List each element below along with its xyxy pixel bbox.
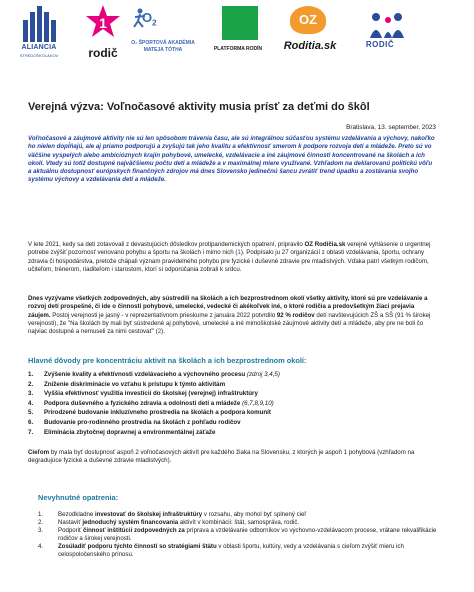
item-text: príprava a vzdelávanie odborníkov vo výchovno-vzdelávacom procese, vrátane rekvalifikácie rodičov a širokej verejnosti.: [58, 527, 437, 543]
document-title: Verejná výzva: Voľnočasové aktivity musia prísť za deťmi do škôl: [28, 101, 370, 113]
list-item: [28, 370, 448, 380]
item-number: 2.: [28, 380, 34, 388]
item-text: Prirodzené budovanie inkluzívneho prostredia na školách a podpora komunít: [44, 409, 271, 417]
platforma-square-icon: [222, 6, 258, 40]
measures-heading: Nevyhnutné opatrenia:: [38, 493, 119, 502]
item-number: 2.: [38, 519, 44, 527]
o2-line1: O₂ ŠPORTOVÁ AKADÉMIA: [131, 40, 195, 46]
family-icon: [366, 12, 406, 38]
item-number: 3.: [38, 527, 44, 535]
measures-list: [38, 511, 438, 560]
aliancia-bars-icon: [22, 6, 56, 42]
item-text: Bezodkladne: [58, 511, 95, 518]
item-text: Zníženie diskriminácie vo vzťahu k prístupu k týmto aktivitám: [44, 380, 226, 388]
item-emphasis: jednoduchý systém financovania: [82, 519, 179, 527]
item-text: Vyššia efektívnosť využitia investícií do školskej (verejnej) infraštruktúry: [44, 390, 258, 398]
item-text: Podpora duševného a fyzického zdravia a odolnosti detí a mládeže: [44, 399, 241, 407]
item-text: Eliminácia zbytočnej dopravnej a environmentálnej záťaže: [44, 428, 216, 436]
dateline: Bratislava, 13. september, 2023: [346, 124, 436, 131]
paragraph-goal: Cieľom by mala byť dostupnosť aspoň 2 voľnočasových aktivít pre každého žiaka na Slovensku, z ktorých je aspoň 1 pohybová (vzhľadom na degradujúce fyzické a duševné zdravie mladistvých).: [28, 449, 415, 465]
aliancia-name: ALIANCIA: [21, 44, 57, 51]
item-text: v rozsahu, aby mohol byť splnený cieľ: [202, 511, 307, 518]
item-number: 6.: [28, 418, 34, 426]
rodic-mark: 1: [99, 15, 107, 31]
list-item: [28, 399, 448, 409]
rodic-family-name: RODIČ: [365, 40, 395, 49]
reasons-list: [28, 370, 448, 437]
aliancia-logo: [0, 0, 78, 84]
list-item: [28, 389, 448, 399]
list-item: [38, 511, 438, 519]
o2-brand: $O_2$: [142, 10, 157, 28]
partner-logos: [0, 0, 474, 84]
roditia-mark: OZ: [290, 6, 326, 34]
org-name: OZ Rodičia.sk: [304, 241, 346, 248]
list-item: [38, 519, 438, 527]
list-item: [28, 408, 448, 418]
item-source: (zdroj 3,4,5): [245, 371, 280, 378]
rodic-star-icon: [84, 4, 122, 42]
item-number: 7.: [28, 428, 34, 436]
platforma-rodin-logo: [198, 0, 278, 84]
item-text: aktivít v kombinácii: štát, samospráva, rodič.: [178, 519, 300, 527]
item-emphasis: Zosúladiť podporu týchto činností so stratégiami štátu: [58, 543, 217, 551]
item-source: (6,7,8,9,10): [240, 399, 274, 407]
platforma-name: PLATFORMA RODÍN: [213, 46, 263, 52]
survey-percentage: 92 % rodičov: [276, 311, 315, 319]
roditia-logo: [278, 0, 342, 84]
reasons-heading: Hlavné dôvody pre koncentráciu aktivít na školách a ich bezprostrednom okolí:: [28, 356, 307, 365]
aliancia-sub: STREDOŠKOLÁKOV: [19, 53, 59, 58]
paragraph-call: Dnes vyzývame všetkých zodpovedných, aby sústredili na školách a ich bezprostrednom okolí všetky aktivity, ktoré sú pre vzdelávanie a rozvoj detí prospešné, či ide o činnosti pohybové, umelecké, vedecké či akékoľvek iné, o ktoré rodičia a predovšetkým žiaci prejavia záujem. Postoj verejnosti je jasný - v reprezentatívnom prieskume z januára 2022 potvrdilo 92 % rodičov detí navštevujúcich ZŠ a SŠ (91 % širokej verejnosti), že "Na školách by mali byť sústredené aj pohybové, umelecké a iné mimoškolské záujmové aktivity detí a mládeže, aby pre ne boli čo najviac dostupné a nemuseli za nimi cestovať" (2).: [28, 295, 431, 336]
list-item: [28, 380, 448, 390]
item-text: Budovanie pro-rodinného prostredia na školách z pohľadu rodičov: [44, 418, 241, 426]
item-number: 4.: [28, 399, 34, 407]
reference-link-1[interactable]: 1: [237, 249, 241, 257]
item-number: 1.: [38, 511, 44, 518]
o2-line2: MATEJA TÓTHA: [143, 47, 183, 53]
list-item: [38, 527, 438, 543]
item-number: 1.: [28, 371, 34, 378]
item-text: v oblasti športu, kultúry, vedy a vzdelávania s cieľom zvýšiť mieru ich celospoločenského prínosu.: [58, 543, 404, 559]
paragraph-history: V lete 2021, kedy sa deti zotavovali z devastujúcich dôsledkov protipandemických opatrení, pripravilo OZ Rodičia.sk verejné vyhlásenie o urgentnej potrebe zvýšiť pozornosť venovanú pohybu a športu na školách i mimo nich (1). Podpísalo ju 27 organizácií z oblasti vzdelávania, športu, ochrany zdravia či hospodárstva, pretože chápali význam pravidelného pohybu pre fyzické i duševné zdravie pre mladistvých. Vďaka patrí všetkým rodičom, učiteľom, trénerom, riaditeľom i starostom, ktorí si odporúčania zobrali k srdcu.: [28, 241, 431, 273]
rodic-logo: [78, 0, 128, 84]
reference-link-2[interactable]: 2: [157, 328, 162, 336]
list-item: [28, 418, 448, 428]
rodic-name: rodič: [88, 46, 118, 60]
item-emphasis: činnosť inštitúcií zodpovedných za: [82, 527, 185, 535]
item-emphasis: investovať do školskej infraštruktúry: [94, 511, 203, 518]
item-number: 4.: [38, 543, 44, 551]
list-item: [38, 543, 438, 559]
list-item: [28, 428, 448, 438]
o2-academy-logo: [128, 0, 198, 84]
item-number: 5.: [28, 409, 34, 417]
item-text: Zvýšenie kvality a efektívnosti vzdelávacieho a výchovného procesu: [44, 371, 246, 378]
intro-paragraph: Voľnočasové a záujmové aktivity nie sú len spôsobom trávenia času, ale sú integrálnou súčasťou systému vzdelávania a výchovy, nakoľko ho nielen dopĺňajú, ale aj priamo podporujú a zvyšujú tak jeho kvalitu a efektívnosť smerom k podpore rozvoja detí a mládeže. Preto sú vo väčšine vyspelých alebo ambicióznych krajín pohybové, umelecké, vzdelávacie a iné záujmové činnosti koncentrované na školách a ich okolí. Vtedy sú totiž dostupné najväčšiemu počtu detí a mládeže a v maximálnej miere využívané. Vzhľadom na deklarovanú politickú vôľu a aktuálnu dostupnosť európskych finančných zdrojov má dnes Slovensko jedinečnú šancu zvrátiť trend úpadku a zostávania svojho systému výchovy a vzdelávania detí a mládeže.: [28, 135, 435, 184]
item-text: Podporiť: [58, 527, 83, 535]
item-number: 3.: [28, 390, 34, 398]
roditia-name: Roditia.sk: [283, 40, 337, 52]
rodic-family-logo: [342, 0, 418, 84]
item-text: Nastaviť: [58, 519, 83, 527]
